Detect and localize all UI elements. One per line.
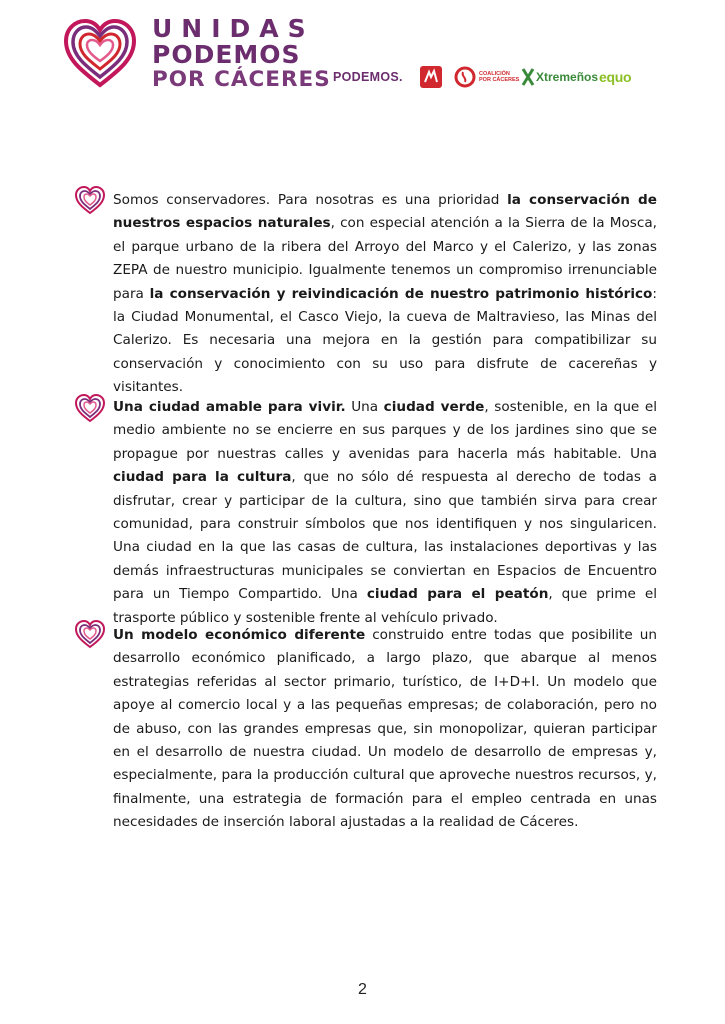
body-text: : la Ciudad Monumental, el Casco Viejo, la cueva de Maltravieso, las Minas del Calerizo. Es necesaria una mejora en la gestión para compatibilizar su conservación y conocimiento con su uso para disfrute de cacereñas y visitantes. [113, 285, 657, 396]
coalicion-logo-icon [454, 66, 476, 88]
heart-bullet-icon [74, 619, 106, 649]
emphasis-text: ciudad para la cultura [113, 469, 292, 486]
body-text: construido entre todas que posibilite un desarrollo económico planificado, a largo plazo, que abarque al menos estrategias referidas al sector primario, turístico, de I+D+I. Un modelo que apoye al comercio local y a las pequeñas empresas; de colaboración, pero no de abuso, con las grandes empresas que, sin monopolizar, quieran participar en el desarrollo de nuestra ciudad. Un modelo de desarrollo de empresas y, especialmente, para la producción cultural que aproveche nuestros recursos, y, finalmente, una estrategia de formación para el empleo centrada en unas necesidades de inserción laboral ajustadas a la realidad de Cáceres. [113, 627, 657, 831]
body-text: , que prime el trasporte público y sostenible frente al vehículo privado. [113, 586, 657, 626]
brand-line-1: UNIDAS [152, 14, 315, 43]
body-text: , sostenible, en la que el medio ambiente no se encierre en sus parques y de los jardines sino que se propague por nuestras calles y avenidas para hacerla más habitable. Una [113, 399, 657, 462]
body-text: Una [345, 399, 384, 415]
body-text: Somos conservadores. Para nosotras es una prioridad [113, 192, 508, 208]
partner-logos [333, 64, 673, 90]
emphasis-text: Un modelo económico diferente [113, 627, 366, 643]
emphasis-text: la conservación de nuestros espacios naturales [113, 192, 657, 232]
heart-logo-icon [62, 17, 138, 89]
brand-line-3: POR CÁCERES [152, 67, 331, 92]
equo-logo: equo [599, 69, 632, 85]
extremenos-logo-icon [521, 67, 535, 87]
emphasis-text: ciudad para el peatón [366, 586, 549, 603]
emphasis-text: ciudad verde [383, 399, 485, 415]
heart-bullet-icon [74, 393, 106, 423]
emphasis-text: Una ciudad amable para vivir. [113, 399, 346, 415]
heart-bullet-icon [74, 185, 106, 215]
body-text: , que no sólo dé respuesta al derecho de todas a disfrutar, crear y participar de la cultura, sino que también sirva para crear comunidad, para construir símbolos que nos identifiquen y nos singularicen. Una ciudad en la que las casas de cultura, las instalaciones deportivas y las demás infraestructuras municipales se conviertan en Espacios de Encuentro para un Tiempo Compartido. Una [113, 469, 657, 603]
brand-line-2: PODEMOS [152, 40, 301, 69]
brand-wordmark [152, 16, 331, 91]
iu-logo-icon [419, 65, 443, 89]
paragraph-economy [113, 624, 657, 835]
podemos-logo: PODEMOS. [333, 70, 403, 84]
coalicion-logo [454, 64, 519, 90]
iu-logo [419, 64, 443, 90]
emphasis-text: la conservación y reivindicación de nuestro patrimonio histórico [149, 285, 653, 302]
extremenos-label: Xtremeños [536, 70, 599, 84]
page-number: 2 [358, 981, 367, 998]
extremenos-logo [521, 64, 598, 90]
body-text: , con especial atención a la Sierra de la Mosca, el parque urbano de la ribera del Arroyo del Marco y el Calerizo, y las zonas ZEPA de nuestro municipio. Igualmente tenemos un compromiso irrenunciable para [113, 215, 657, 302]
paragraph-city [113, 396, 657, 630]
page-header [0, 0, 725, 110]
coalicion-line-1: COALICIÓN [479, 70, 510, 77]
paragraph-conservation [113, 189, 657, 400]
coalicion-line-2: POR CÁCERES [479, 77, 520, 83]
